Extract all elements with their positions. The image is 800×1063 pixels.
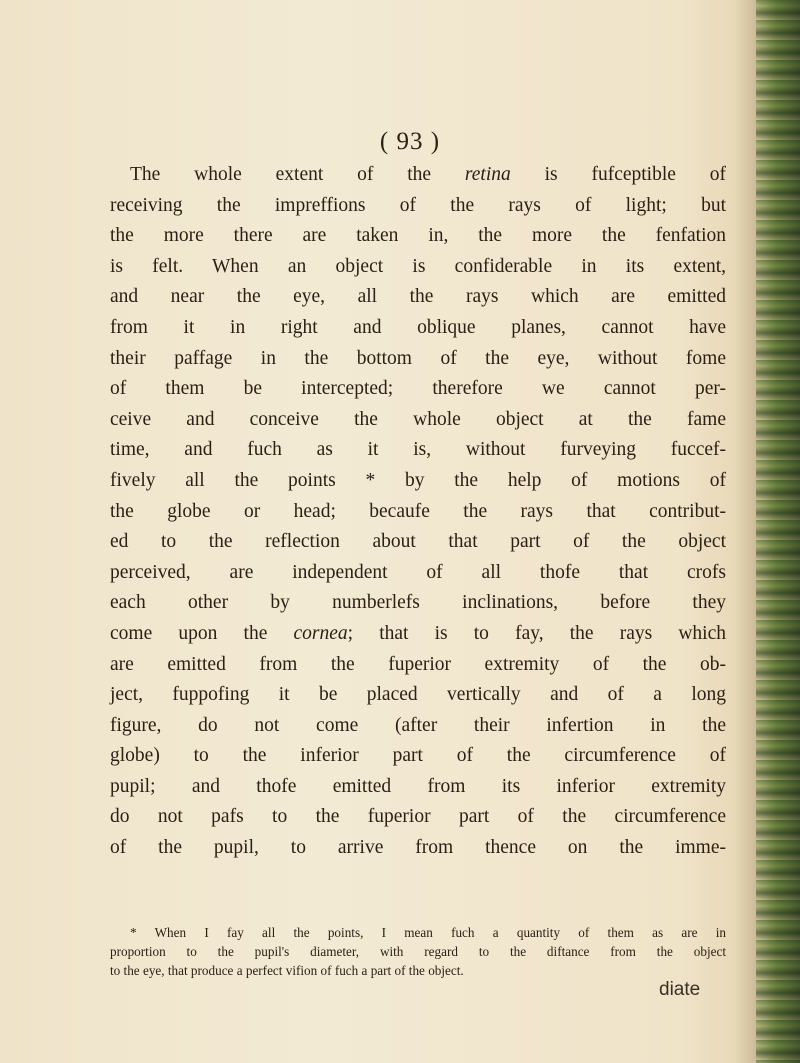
body-line: time, and fuch as it is, without furveying fuccef-	[110, 439, 726, 461]
book-binding-edge	[756, 0, 800, 1063]
page-number: ( 93 )	[379, 128, 441, 155]
body-line: receiving the impreffions of the rays of light; but	[110, 194, 726, 216]
body-line: pupil; and thofe emitted from its inferior extremity	[110, 775, 726, 797]
body-line: ject, fuppofing it be placed vertically and of a long	[110, 684, 726, 706]
body-line: ceive and conceive the whole object at the fame	[110, 408, 726, 430]
gutter-shadow	[734, 0, 756, 1063]
body-line: and near the eye, all the rays which are emitted	[110, 286, 726, 308]
body-line: perceived, are independent of all thofe that crofs	[110, 561, 726, 583]
body-line: the more there are taken in, the more the fenfation	[110, 225, 726, 247]
catchword: diate	[659, 979, 701, 1000]
body-line: of the pupil, to arrive from thence on the imme-	[110, 837, 726, 859]
body-line: The whole extent of the retina is fufceptible of	[130, 164, 726, 185]
italic-term: retina	[464, 164, 511, 185]
body-line: their paffage in the bottom of the eye, without fome	[110, 347, 726, 369]
body-line: fively all the points * by the help of motions of	[110, 469, 726, 491]
body-line: are emitted from the fuperior extremity of the ob-	[110, 653, 726, 675]
body-line: come upon the cornea; that is to fay, the rays which	[110, 622, 726, 644]
italic-term: cornea	[293, 622, 348, 644]
body-line: do not pafs to the fuperior part of the circumference	[110, 806, 726, 828]
footnote-line: * When I fay all the points, I mean fuch a quantity of them as are in	[130, 925, 726, 940]
footnote	[110, 923, 726, 980]
footnote-line: proportion to the pupil's diameter, with regard to the diftance from the object	[110, 944, 726, 959]
body-line: figure, do not come (after their infertion in the	[110, 714, 726, 736]
main-text-block	[110, 160, 726, 864]
body-line: the globe or head; becaufe the rays that contribut-	[110, 500, 726, 522]
body-line: each other by numberlefs inclinations, before they	[110, 592, 726, 614]
body-line: globe) to the inferior part of the circumference of	[110, 745, 726, 767]
footnote-line: to the eye, that produce a perfect vifion of fuch a part of the object.	[110, 963, 464, 978]
body-line: of them be intercepted; therefore we cannot per-	[110, 378, 726, 400]
body-line: from it in right and oblique planes, cannot have	[110, 316, 726, 338]
body-line: ed to the reflection about that part of the object	[110, 531, 726, 553]
body-line: is felt. When an object is confiderable in its extent,	[110, 255, 726, 277]
